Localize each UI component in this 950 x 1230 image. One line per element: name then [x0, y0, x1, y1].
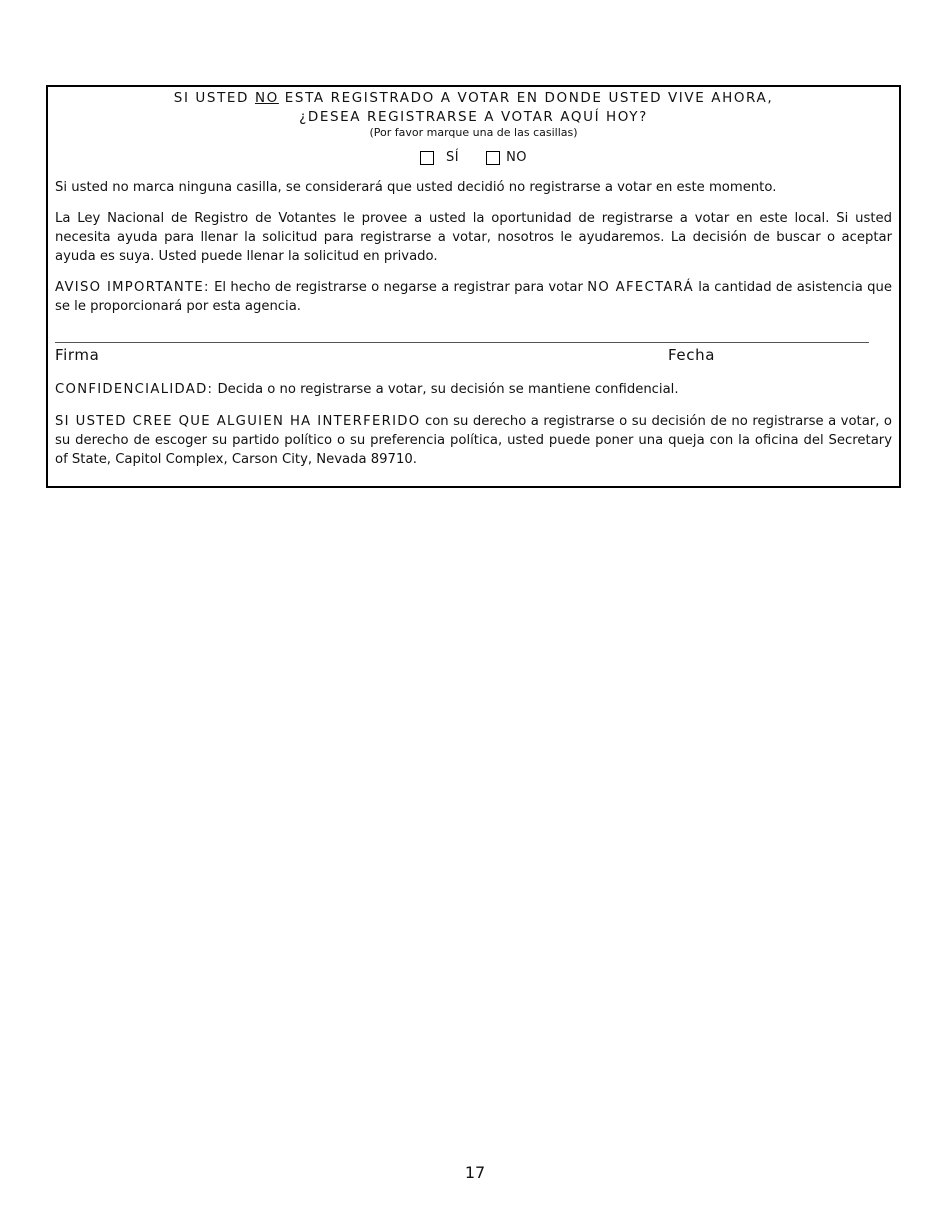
- registration-choice-row: [55, 150, 892, 165]
- complaint-paragraph: [55, 412, 892, 469]
- confidentiality-paragraph: [55, 380, 892, 399]
- no-mark-paragraph: Si usted no marca ninguna casilla, se considerará que usted decidió no registrarse a votar en este momento.: [55, 180, 777, 195]
- signature-labels: [55, 346, 892, 366]
- option-yes: [420, 150, 459, 165]
- heading-text-post: ESTA REGISTRADO A VOTAR EN DONDE USTED VIVE AHORA,: [278, 90, 774, 106]
- confidentiality-label: CONFIDENCIALIDAD:: [55, 382, 214, 397]
- no-checkbox[interactable]: [486, 151, 500, 165]
- form-heading-line2: ¿DESEA REGISTRARSE A VOTAR AQUÍ HOY?: [299, 109, 648, 125]
- important-notice-label: AVISO IMPORTANTE:: [55, 280, 210, 295]
- signature-line[interactable]: [55, 342, 869, 343]
- date-label: Fecha: [668, 346, 715, 364]
- form-instruction: (Por favor marque una de las casillas): [369, 126, 578, 139]
- no-label: NO: [506, 150, 528, 165]
- page-number: 17: [464, 1163, 486, 1182]
- signature-label: Firma: [55, 346, 100, 364]
- voter-registration-form: [46, 85, 901, 488]
- heading-text-pre: SI USTED: [173, 90, 255, 106]
- important-notice-paragraph: [55, 278, 892, 316]
- important-notice-text: El hecho de registrarse o negarse a registrar para votar: [209, 280, 588, 295]
- option-no: [486, 150, 527, 165]
- important-notice-emphasis: NO AFECTARÁ: [587, 280, 694, 295]
- yes-checkbox[interactable]: [420, 151, 434, 165]
- complaint-label: SI USTED CREE QUE ALGUIEN HA INTERFERIDO: [55, 414, 421, 429]
- heading-no-underlined: NO: [254, 90, 279, 106]
- voter-law-paragraph: La Ley Nacional de Registro de Votantes le provee a usted la oportunidad de registrarse a votar en este local. Si usted necesita ayuda para llenar la solicitud para registrarse a votar, nosotros le ayudaremos. La decisión de buscar o aceptar ayuda es suya. Usted puede llenar la solicitud en privado.: [55, 211, 892, 264]
- form-heading-line1: [55, 89, 892, 108]
- complaint-text: con su derecho a registrarse o su decisión de no registrarse a votar, o su derecho de escoger su partido político o su preferencia política, usted puede poner una queja con la oficina del Secretary of State, Capitol Complex, Carson City, Nevada 89710.: [55, 414, 893, 467]
- yes-label: SÍ: [445, 150, 460, 165]
- important-notice-text-end: la cantidad de asistencia que se le proporcionará por esta agencia.: [55, 280, 892, 314]
- confidentiality-text: Decida o no registrarse a votar, su decisión se mantiene confidencial.: [213, 382, 679, 397]
